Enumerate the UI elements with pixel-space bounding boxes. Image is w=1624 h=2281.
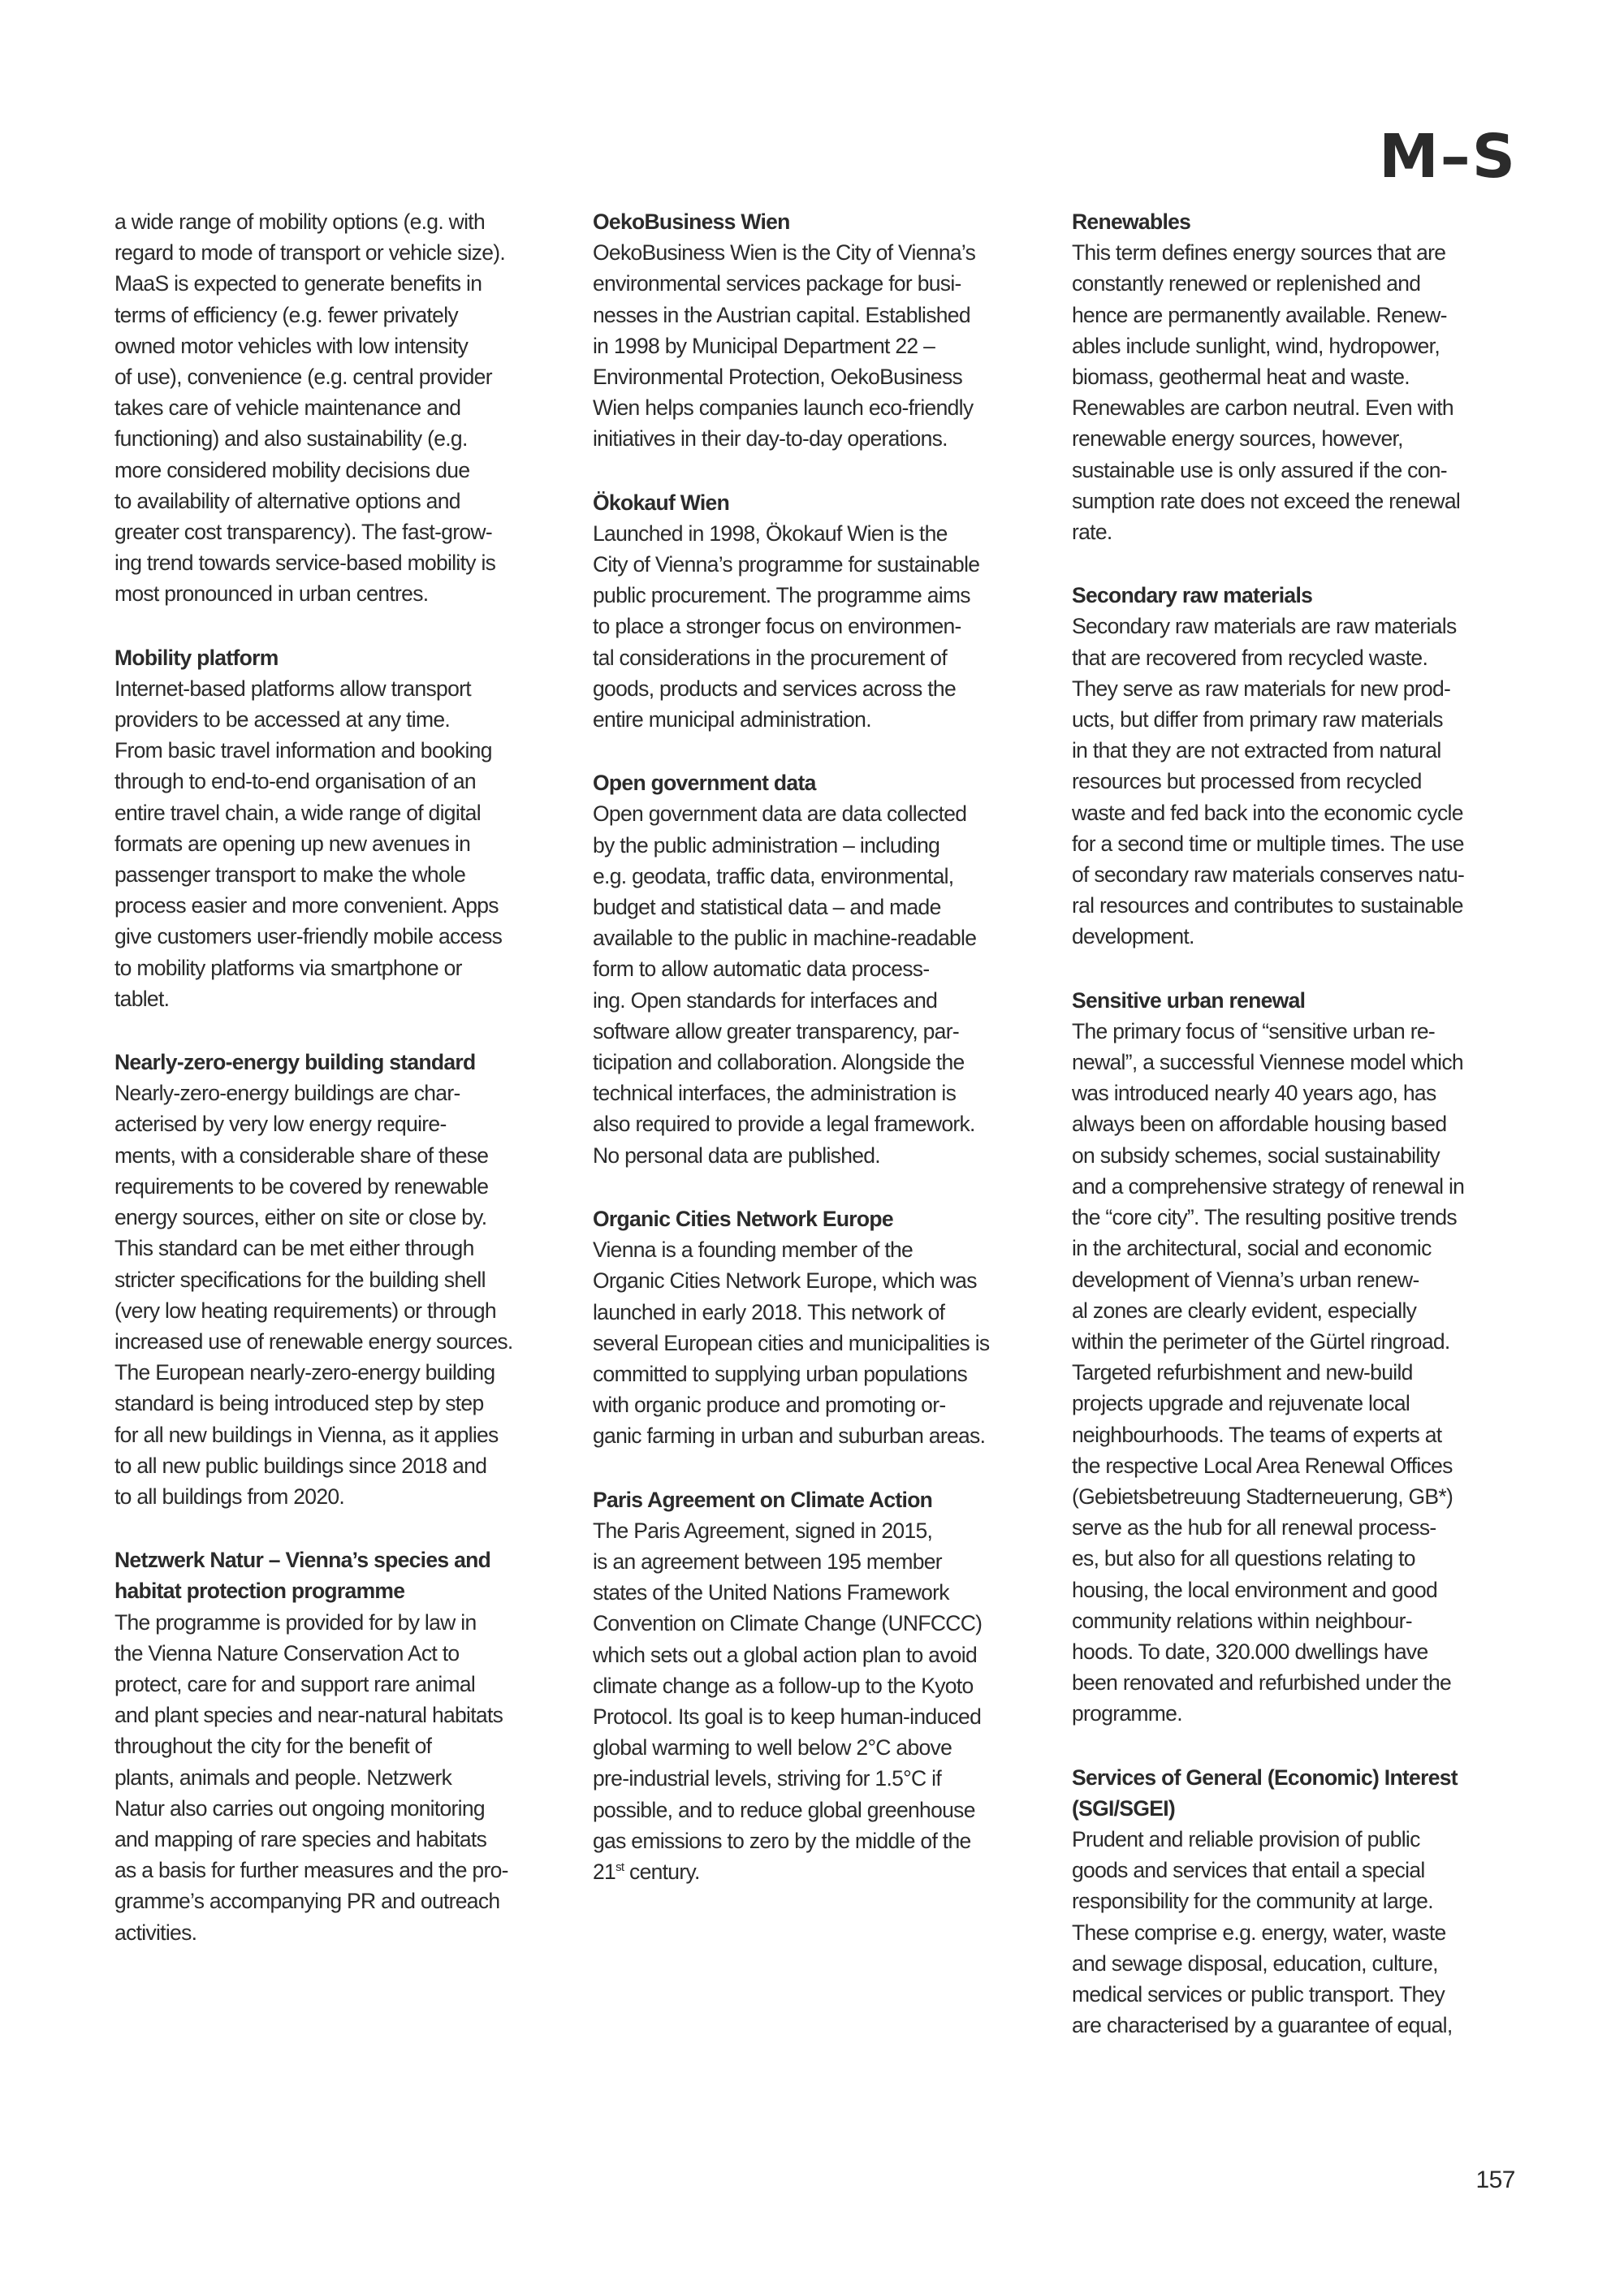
entry-text-line: and plant species and near-natural habitats [114,1703,503,1728]
entry-text-line: nesses in the Austrian capital. Established [593,302,970,327]
entry-text-line: goods, products and services across the [593,676,957,701]
text-fragment: 21 [593,1859,616,1884]
column-1 [114,206,569,1981]
entry-text-line: hence are permanently available. Renew- [1072,302,1447,327]
glossary-entry [593,1484,1047,1888]
glossary-entry [114,1544,569,1948]
entry-text-line: also required to provide a legal framework. [593,1112,975,1137]
entry-text-line: was introduced nearly 40 years ago, has [1072,1081,1436,1106]
entry-heading: Ökokauf Wien [593,490,730,515]
entry-text-line: Prudent and reliable provision of public [1072,1826,1420,1851]
entry-text-line: Open government data are data collected [593,801,967,827]
entry-text-line: es, but also for all questions relating to [1072,1546,1415,1571]
glossary-entry [1072,985,1527,1730]
entry-text-line: on subsidy schemes, social sustainability [1072,1143,1440,1168]
entry-text-line: global warming to well below 2°C above [593,1735,952,1760]
entry-text-line: They serve as raw materials for new prod- [1072,676,1451,701]
entry-text-line: for all new buildings in Vienna, as it applies [114,1422,499,1447]
entry-text-line: Convention on Climate Change (UNFCCC) [593,1611,983,1636]
entry-text-line: gramme’s accompanying PR and outreach [114,1889,500,1914]
entry-text-line: Targeted refurbishment and new-build [1072,1360,1413,1385]
entry-heading: Netzwerk Natur – Vienna’s species and [114,1548,491,1573]
entry-text-line: (very low heating requirements) or through [114,1298,496,1323]
entry-text-line: and a comprehensive strategy of renewal in [1072,1173,1465,1199]
entry-text-line: development. [1072,924,1194,949]
entry-text-line: software allow greater transparency, par- [593,1018,959,1043]
entry-text-line: a wide range of mobility options (e.g. with [114,210,485,234]
text-fragment: century. [624,1859,700,1884]
entry-text-line: to all buildings from 2020. [114,1484,345,1509]
glossary-entry [114,1047,569,1512]
entry-text-line: Internet-based platforms allow transport [114,676,471,701]
entry-text-line: owned motor vehicles with low intensity [114,333,469,358]
entry-text-line: in the architectural, social and economic [1072,1236,1432,1261]
entry-text-line: tal considerations in the procurement of [593,645,948,670]
entry-text-line: initiatives in their day-to-day operations. [593,426,948,451]
entry-text-line: formats are opening up new avenues in [114,831,471,856]
entry-text-line: rate. [1072,520,1112,545]
entry-text-line: greater cost transparency). The fast-grow- [114,520,492,545]
entry-text-line: more considered mobility decisions due [114,457,470,482]
superscript: st [615,1860,624,1875]
entry-text-line: and mapping of rare species and habitats [114,1826,487,1851]
entry-text-line: Natur also carries out ongoing monitoring [114,1795,485,1821]
entry-text-line: environmental services package for busi- [593,271,961,296]
entry-text-line: hoods. To date, 320.000 dwellings have [1072,1639,1428,1664]
entry-text-line: providers to be accessed at any time. [114,707,451,732]
entry-text-line: ments, with a considerable share of these [114,1143,489,1168]
entry-heading: Nearly-zero-energy building standard [114,1050,476,1075]
glossary-entry [114,642,569,1014]
entry-text-line [593,1856,1047,1887]
entry-text-line: al zones are clearly evident, especially [1072,1298,1417,1323]
entry-text-line: responsibility for the community at large. [1072,1889,1433,1914]
entry-text-line: passenger transport to make the whole [114,862,466,888]
entry-text-line: constantly renewed or replenished and [1072,271,1421,296]
entry-heading: Services of General (Economic) Interest [1072,1765,1458,1790]
entry-heading: Organic Cities Network Europe [593,1206,893,1231]
entry-text-line: ables include sunlight, wind, hydropower, [1072,333,1440,358]
entry-text-line: resources but processed from recycled [1072,769,1422,794]
entry-text-line: development of Vienna’s urban renew- [1072,1267,1419,1292]
entry-text-line: most pronounced in urban centres. [114,581,429,607]
entry-text-line: increased use of renewable energy sources. [114,1328,513,1354]
entry-text-line: The programme is provided for by law in [114,1609,477,1635]
entry-text-line: are characterised by a guarantee of equal, [1072,2013,1453,2038]
entry-text-line: for a second time or multiple times. The use [1072,831,1464,856]
entry-text-line: Wien helps companies launch eco-friendly [593,395,974,421]
entry-text-line: which sets out a global action plan to avoid [593,1642,978,1667]
entry-text-line: tablet. [114,986,170,1011]
entry-text-line: This standard can be met either through [114,1236,474,1261]
entry-text-line: several European cities and municipalities is [593,1330,990,1355]
entry-heading: (SGI/SGEI) [1072,1795,1175,1821]
entry-text-line: newal”, a successful Viennese model which [1072,1050,1463,1075]
entry-text-line: Secondary raw materials are raw materials [1072,614,1457,639]
entry-text-line: requirements to be covered by renewable [114,1173,489,1199]
entry-text-line: of use), convenience (e.g. central provider [114,365,492,390]
entry-text-line: Protocol. Its goal is to keep human-induced [593,1704,982,1729]
entry-text-line: is an agreement between 195 member [593,1549,942,1574]
entry-text-line: public procurement. The programme aims [593,583,970,608]
entry-text-line: sumption rate does not exceed the renewal [1072,488,1461,513]
entry-text-line: technical interfaces, the administration is [593,1081,957,1106]
entry-text-line: ing. Open standards for interfaces and [593,987,938,1013]
entry-text-line: and sewage disposal, education, culture, [1072,1951,1438,1976]
entry-text-line: gas emissions to zero by the middle of the [593,1828,971,1853]
entry-text-line: entire municipal administration. [593,707,871,732]
entry-text-line: Renewables are carbon neutral. Even with [1072,395,1453,421]
glossary-entry [1072,1762,1527,2041]
entry-text-line: as a basis for further measures and the pro- [114,1858,508,1883]
entry-text-line: takes care of vehicle maintenance and [114,395,461,421]
entry-text-line: energy sources, either on site or close by. [114,1205,487,1230]
entry-heading: Secondary raw materials [1072,583,1313,608]
entry-text-line: programme. [1072,1701,1182,1726]
entry-text-line: projects upgrade and rejuvenate local [1072,1391,1410,1416]
glossary-entry [1072,580,1527,952]
entry-text-line: to place a stronger focus on environmen- [593,614,961,639]
entry-text-line: throughout the city for the benefit of [114,1734,432,1759]
entry-heading: habitat protection programme [114,1579,405,1604]
entry-text-line: to availability of alternative options and [114,488,460,513]
entry-text-line: regard to mode of transport or vehicle size). [114,240,506,266]
page-number: 157 [1475,2167,1515,2193]
entry-text-line: terms of efficiency (e.g. fewer privately [114,302,458,327]
entry-text-line: in that they are not extracted from natural [1072,738,1441,763]
entry-heading: Open government data [593,771,816,796]
entry-text-line: that are recovered from recycled waste. [1072,645,1428,670]
entry-text-line: renewable energy sources, however, [1072,426,1403,451]
entry-text-line: activities. [114,1920,197,1945]
entry-text-line: ganic farming in urban and suburban areas. [593,1423,986,1449]
entry-text-line: The European nearly-zero-energy building [114,1360,495,1385]
entry-heading: OekoBusiness Wien [593,210,790,234]
entry-text-line: goods and services that entail a special [1072,1858,1425,1883]
entry-text-line: biomass, geothermal heat and waste. [1072,365,1410,390]
entry-text-line: process easier and more convenient. Apps [114,893,499,918]
entry-heading: Paris Agreement on Climate Action [593,1487,933,1512]
entry-text-line: waste and fed back into the economic cycle [1072,800,1463,825]
entry-text-line: housing, the local environment and good [1072,1577,1438,1602]
entry-text-line: Launched in 1998, Ökokauf Wien is the [593,521,948,546]
entry-text-line: The Paris Agreement, signed in 2015, [593,1518,933,1543]
entry-text-line: give customers user-friendly mobile access [114,924,503,949]
glossary-entry [593,1203,1047,1452]
entry-text-line: serve as the hub for all renewal process- [1072,1515,1436,1540]
entry-text-line: neighbourhoods. The teams of experts at [1072,1422,1442,1447]
entry-heading: Mobility platform [114,645,279,670]
glossary-entry [114,206,569,610]
entry-text-line: within the perimeter of the Gürtel ringroad. [1072,1328,1450,1354]
entry-text-line: functioning) and also sustainability (e.g. [114,426,468,451]
entry-text-line: ticipation and collaboration. Alongside the [593,1050,965,1075]
entry-text-line: e.g. geodata, traffic data, environmental, [593,863,954,888]
entry-text-line: of secondary raw materials conserves natu- [1072,862,1465,888]
entry-text-line: Nearly-zero-energy buildings are char- [114,1081,460,1106]
entry-text-line: possible, and to reduce global greenhouse [593,1797,975,1822]
entry-text-line: launched in early 2018. This network of [593,1299,945,1324]
entry-text-line: the Vienna Nature Conservation Act to [114,1640,460,1665]
entry-text-line: been renovated and refurbished under the [1072,1670,1452,1696]
entry-text-line: (Gebietsbetreuung Stadterneuerung, GB*) [1072,1484,1453,1509]
entry-text-line: protect, care for and support rare animal [114,1671,476,1696]
column-2 [593,206,1047,1920]
entry-text-line: From basic travel information and booking [114,738,492,763]
entry-text-line: ucts, but differ from primary raw materials [1072,707,1443,732]
entry-text-line: budget and statistical data – and made [593,895,941,920]
entry-text-line: standard is being introduced step by step [114,1391,484,1416]
entry-text-line: Environmental Protection, OekoBusiness [593,365,963,390]
entry-text-line: always been on affordable housing based [1072,1112,1447,1137]
entry-text-line: community relations within neighbour- [1072,1608,1412,1633]
entry-text-line: the respective Local Area Renewal Offices [1072,1453,1453,1478]
entry-text-line: with organic produce and promoting or- [593,1393,946,1418]
entry-text-line: plants, animals and people. Netzwerk [114,1765,452,1790]
entry-text-line: ing trend towards service-based mobility is [114,551,496,576]
entry-text-line: stricter specifications for the building shell [114,1267,486,1292]
glossary-entry [593,206,1047,455]
entry-text-line: to mobility platforms via smartphone or [114,955,462,980]
entry-text-line: These comprise e.g. energy, water, waste [1072,1920,1446,1945]
entry-text-line: entire travel chain, a wide range of digital [114,800,481,825]
entry-text-line: No personal data are published. [593,1143,880,1168]
entry-heading: Renewables [1072,210,1191,234]
glossary-entry [593,767,1047,1171]
glossary-entry [1072,206,1527,547]
entry-text-line: climate change as a follow-up to the Kyoto [593,1673,974,1698]
entry-text-line: Vienna is a founding member of the [593,1238,914,1263]
entry-text-line: committed to supplying urban populations [593,1361,968,1386]
entry-text-line: acterised by very low energy require- [114,1112,447,1137]
entry-heading: Sensitive urban renewal [1072,987,1306,1013]
glossary-entry [593,487,1047,736]
entry-text-line: Organic Cities Network Europe, which was [593,1268,977,1294]
entry-text-line: medical services or public transport. They [1072,1981,1445,2007]
section-letter-range: M–S [1379,122,1517,192]
entry-text-line: through to end-to-end organisation of an [114,769,476,794]
entry-text-line: available to the public in machine-readable [593,926,977,951]
entry-text-line: in 1998 by Municipal Department 22 – [593,333,935,358]
entry-text-line: OekoBusiness Wien is the City of Vienna’s [593,240,976,266]
entry-text-line: the “core city”. The resulting positive trends [1072,1205,1457,1230]
entry-text-line: to all new public buildings since 2018 and [114,1453,487,1478]
entry-text-line: This term defines energy sources that are [1072,240,1446,266]
column-3 [1072,206,1527,2073]
entry-text-line: pre-industrial levels, striving for 1.5°C if [593,1766,941,1791]
entry-text-line: by the public administration – including [593,832,940,858]
entry-text-line: sustainable use is only assured if the con- [1072,457,1447,482]
entry-text-line: states of the United Nations Framework [593,1580,949,1605]
entry-text-line: The primary focus of “sensitive urban re- [1072,1018,1436,1043]
entry-text-line: City of Vienna’s programme for sustainable [593,552,980,577]
entry-text-line: ral resources and contributes to sustainable [1072,893,1463,918]
entry-text-line: form to allow automatic data process- [593,957,930,982]
entry-text-line: MaaS is expected to generate benefits in [114,271,482,296]
